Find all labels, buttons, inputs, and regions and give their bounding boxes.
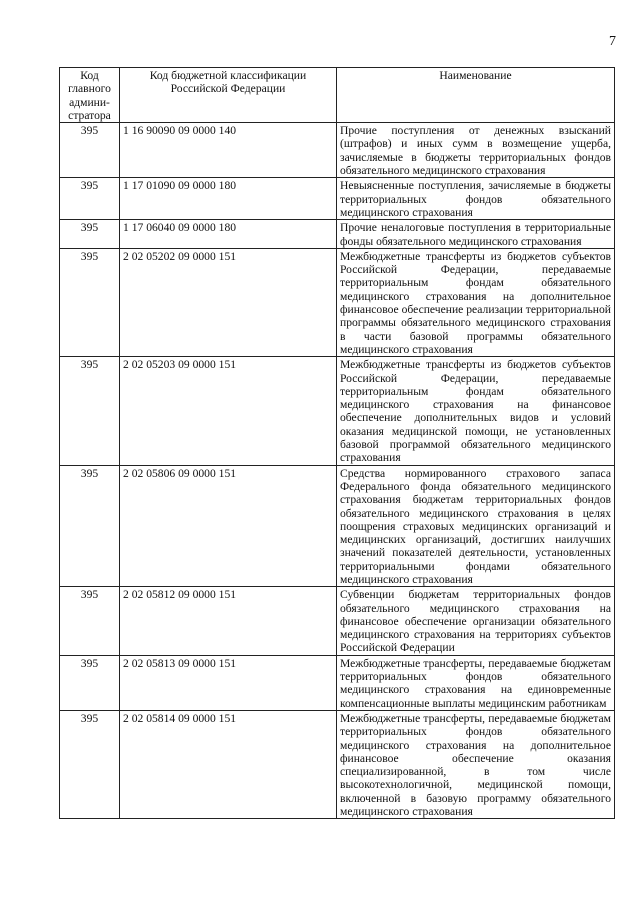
row-admin-code: 395	[60, 123, 120, 178]
table-header-row	[60, 68, 615, 123]
row-admin-code: 395	[60, 587, 120, 655]
table-row	[60, 220, 615, 249]
row-budget-code: 2 02 05812 09 0000 151	[120, 587, 337, 655]
row-name: Межбюджетные трансферты, передаваемые бюджетам территориальных фондов обязательного медицинского страхования на дополнительное финансовое обеспечение оказания специализированной, в том числе высокотехнологичной, медицинской помощи, включенной в базовую программу обязательного медицинского страхования	[337, 710, 615, 818]
row-budget-code: 1 16 90090 09 0000 140	[120, 123, 337, 178]
table-row	[60, 710, 615, 818]
page-number: 7	[609, 34, 616, 49]
row-budget-code: 2 02 05202 09 0000 151	[120, 248, 337, 356]
row-budget-code: 1 17 06040 09 0000 180	[120, 220, 337, 249]
row-admin-code: 395	[60, 655, 120, 710]
row-name: Невыясненные поступления, зачисляемые в бюджеты территориальных фондов обязательного медицинского страхования	[337, 178, 615, 220]
table-row	[60, 123, 615, 178]
table-row	[60, 357, 615, 465]
row-admin-code: 395	[60, 248, 120, 356]
budget-code-table	[59, 67, 615, 819]
table-row	[60, 465, 615, 587]
table-row	[60, 655, 615, 710]
row-name: Субвенции бюджетам территориальных фондов обязательного медицинского страхования на финансовое обеспечение организации обязательного медицинского страхования на территориях субъектов Российской Федерации	[337, 587, 615, 655]
row-budget-code: 1 17 01090 09 0000 180	[120, 178, 337, 220]
row-name: Межбюджетные трансферты, передаваемые бюджетам территориальных фондов обязательного медицинского страхования на единовременные компенсационные выплаты медицинским работникам	[337, 655, 615, 710]
row-name: Прочие неналоговые поступления в территориальные фонды обязательного медицинского страхования	[337, 220, 615, 249]
row-budget-code: 2 02 05813 09 0000 151	[120, 655, 337, 710]
header-name: Наименование	[337, 68, 615, 123]
row-budget-code: 2 02 05806 09 0000 151	[120, 465, 337, 587]
row-admin-code: 395	[60, 465, 120, 587]
row-name: Межбюджетные трансферты из бюджетов субъектов Российской Федерации, передаваемые территориальным фондам обязательного медицинского страхования на финансовое обеспечение дополнительных видов и условий оказания медицинской помощи, не установленных базовой программой обязательного медицинского страхования	[337, 357, 615, 465]
row-admin-code: 395	[60, 710, 120, 818]
table-row	[60, 178, 615, 220]
header-budget-code: Код бюджетной классификации Российской Федерации	[120, 68, 337, 123]
row-name: Межбюджетные трансферты из бюджетов субъектов Российской Федерации, передаваемые территориальным фондам обязательного медицинского страхования на дополнительное финансовое обеспечение реализации территориальной программы обязательного медицинского страхования в части базовой программы обязательного медицинского страхования	[337, 248, 615, 356]
row-name: Прочие поступления от денежных взысканий (штрафов) и иных сумм в возмещение ущерба, зачисляемые в бюджеты территориальных фондов обязательного медицинского страхования	[337, 123, 615, 178]
row-admin-code: 395	[60, 357, 120, 465]
row-budget-code: 2 02 05203 09 0000 151	[120, 357, 337, 465]
header-admin-code: Код главного админи-стратора	[60, 68, 120, 123]
row-budget-code: 2 02 05814 09 0000 151	[120, 710, 337, 818]
table-body	[60, 123, 615, 819]
table-row	[60, 248, 615, 356]
table-row	[60, 587, 615, 655]
row-admin-code: 395	[60, 220, 120, 249]
row-name: Средства нормированного страхового запаса Федерального фонда обязательного медицинского страхования бюджетам территориальных фондов обязательного медицинского страхования в целях поощрения страховых медицинских организаций и медицинских организаций, достигших наилучших значений показателей деятельности, установленных территориальными фондами обязательного медицинского страхования	[337, 465, 615, 587]
row-admin-code: 395	[60, 178, 120, 220]
